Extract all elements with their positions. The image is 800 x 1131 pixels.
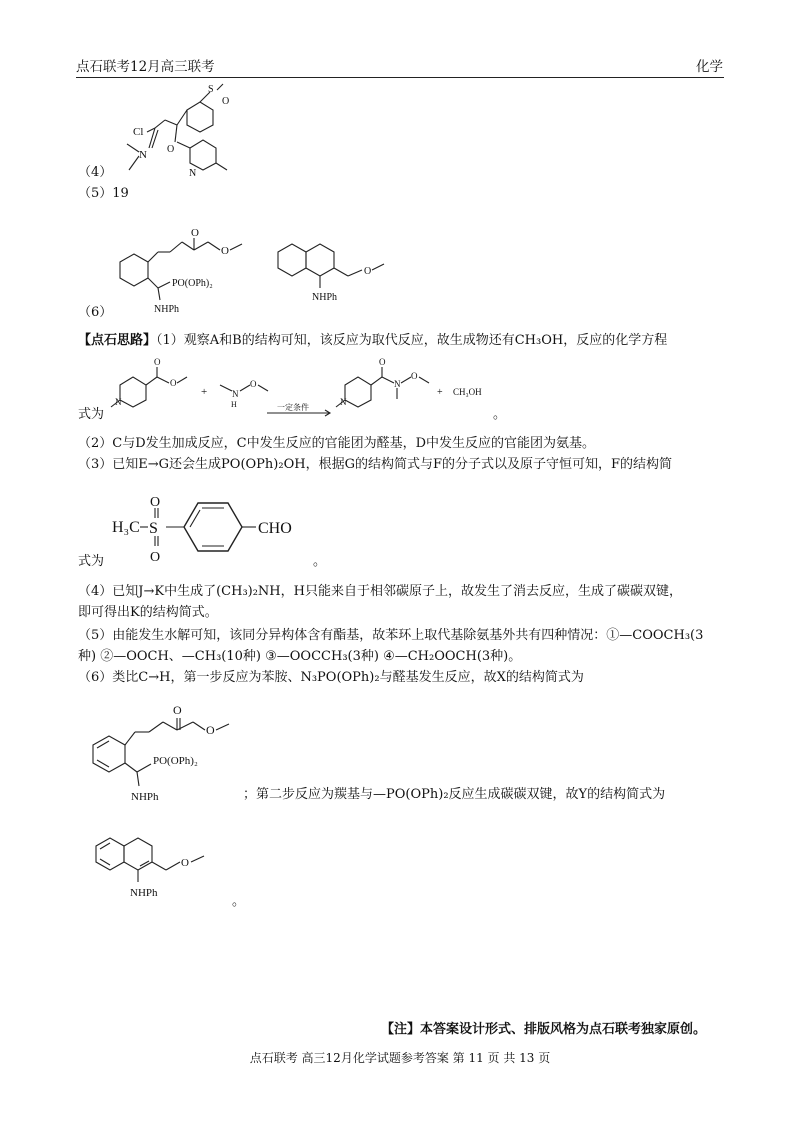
structure-x (85, 700, 250, 810)
group-po-oph2-x: PO(OPh)₂ (153, 755, 198, 767)
atom-o-f1: O (150, 495, 161, 510)
atom-o-ether: O (221, 245, 229, 257)
analysis-p3-tail: 式为 (78, 554, 105, 569)
analysis-p5a: （5）由能发生水解可知，该同分异构体含有酯基，故苯环上取代基除氨基外共有四种情况：①—COOCH₃(3 (78, 628, 704, 643)
atom-cl: Cl (133, 126, 144, 138)
group-nhph: NHPh (154, 304, 180, 315)
atom-o-p2: O (411, 371, 418, 381)
analysis-p6b: ；第二步反应为羰基与—PO(OPh)₂反应生成碳碳双键，故Y的结构简式为 (243, 787, 666, 802)
group-cho: CHO (258, 520, 292, 537)
atom-o-ether-y: O (364, 266, 372, 277)
atom-n-b: N (232, 389, 239, 399)
analysis-p4b: 即可得出K的结构简式。 (78, 605, 218, 620)
analysis-p5b: 种) ②—OOCH、—CH₃(10种) ③—OOCCH₃(3种) ④—CH₂OOCH(3种)。 (78, 649, 522, 664)
atom-o-b: O (250, 379, 257, 389)
page-footer: 点石联考 高三12月化学试题参考答案 第 11 页 共 13 页 (249, 1051, 551, 1065)
atom-o-ketone: O (167, 144, 175, 155)
atom-o-p1: O (379, 357, 386, 367)
atom-n-p: N (340, 397, 347, 407)
group-nhph-y2: NHPh (130, 887, 158, 899)
analysis-p4a: （4）已知J→K中生成了(CH₃)₂NH，H只能来自于相邻碳原子上，故发生了消去反应，生成了碳碳双键， (78, 584, 682, 599)
atom-n-dimethyl: N (139, 149, 147, 161)
analysis-p1-end: 。 (493, 407, 507, 422)
analysis-p6-end: 。 (232, 894, 246, 909)
analysis-p2: （2）C与D发生加成反应，C中发生反应的官能团为醛基，D中发生反应的官能团为氨基。 (78, 436, 596, 451)
analysis-p1: （1）观察A和B的结构可知，该反应为取代反应，故生成物还有CH₃OH，反应的化学方程 (156, 333, 668, 348)
arrow-condition: 一定条件 (277, 403, 309, 412)
structure-f (112, 488, 322, 568)
atom-n-a: N (115, 397, 122, 407)
atom-o-x1: O (173, 703, 182, 717)
reaction-equation (105, 355, 525, 420)
atom-o-carbonyl: O (191, 227, 199, 239)
header-right: 化学 (696, 59, 723, 75)
group-nhph-y: NHPh (312, 292, 338, 303)
group-h3c: H₃C (112, 519, 140, 536)
atom-s: S (208, 84, 214, 95)
plus-1: + (201, 386, 208, 398)
structure-y (88, 818, 238, 908)
atom-o-a2: O (170, 378, 177, 388)
copyright-note: 【注】本答案设计形式、排版风格为点石联考独家原创。 (381, 1022, 707, 1037)
atom-o-sulfonyl: O (222, 96, 230, 107)
byproduct-ch3oh: CH₃OH (453, 387, 482, 397)
plus-2: + (437, 387, 443, 398)
analysis-title: 【点石思路】 (78, 333, 157, 348)
group-nhph-x: NHPh (131, 791, 159, 803)
analysis-p3: （3）已知E→G还会生成PO(OPh)₂OH，根据G的结构简式与F的分子式以及原子守恒可知，F的结构简 (78, 457, 672, 472)
atom-o-y: O (181, 857, 189, 869)
group-po-oph2: PO(OPh)₂ (172, 278, 213, 289)
header-divider (76, 77, 724, 78)
atom-n-pyridine: N (189, 168, 197, 179)
header-left: 点石联考12月高三联考 (76, 59, 215, 75)
structure-x-answer (110, 222, 260, 317)
atom-o-a1: O (154, 357, 161, 367)
analysis-p1-tail: 式为 (78, 407, 105, 422)
answer-6-label: （6） (78, 305, 113, 320)
answer-4-label: （4） (78, 165, 113, 180)
analysis-p3-end: 。 (313, 554, 327, 569)
atom-n-p2: N (394, 379, 401, 389)
atom-h-b: H (231, 400, 237, 409)
atom-s-f: S (149, 520, 158, 537)
atom-o-x2: O (206, 723, 215, 737)
answer-5: （5）19 (78, 186, 129, 201)
atom-o-f2: O (150, 550, 161, 565)
structure-y-answer (268, 230, 398, 310)
structure-k (105, 80, 255, 180)
analysis-p6: （6）类比C→H，第一步反应为苯胺、N₃PO(OPh)₂与醛基发生反应，故X的结构简式为 (78, 670, 584, 685)
